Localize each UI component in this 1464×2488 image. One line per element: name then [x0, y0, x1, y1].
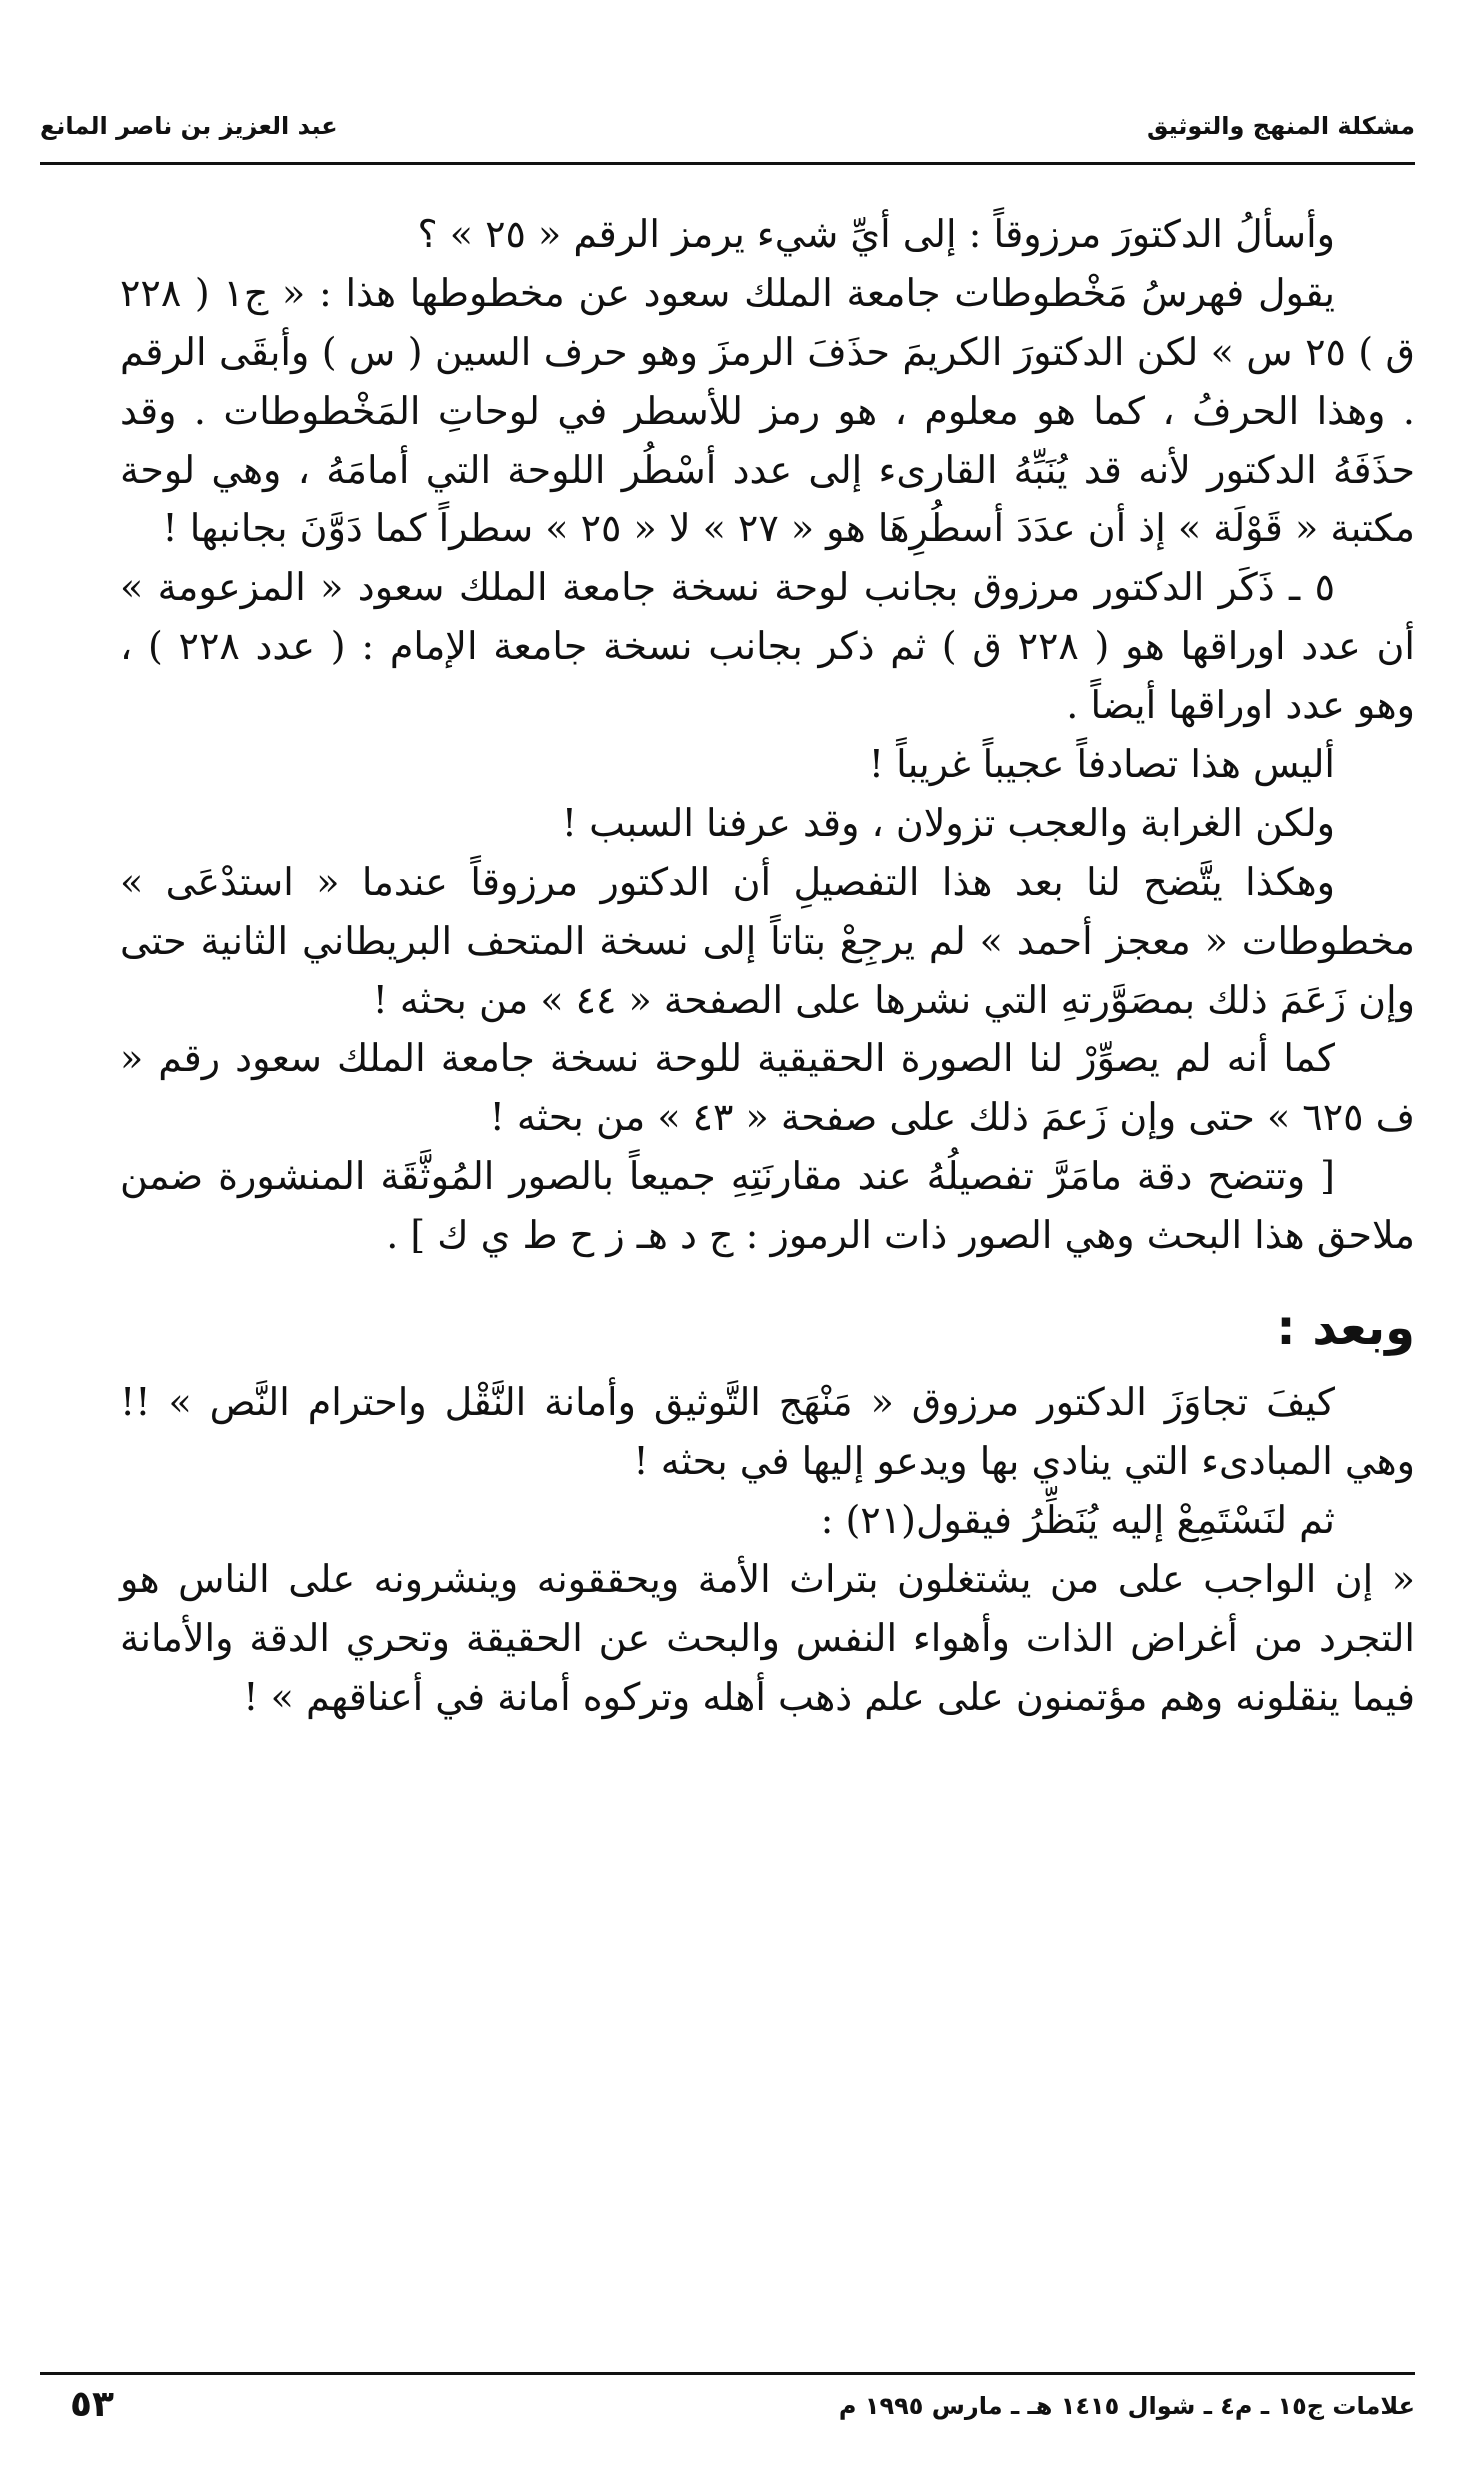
body-text: [120, 205, 1415, 1727]
header-rule: [40, 162, 1415, 165]
paragraph-king-saud: كما أنه لم يصوِّرْ لنا الصورة الحقيقية للوحة نسخة جامعة الملك سعود رقم « ف ٦٢٥ » حتى وإن زَعمَ ذلك على صفحة « ٤٣ » من بحثه !: [120, 1036, 1415, 1140]
paragraph-reason: ولكن الغرابة والعجب تزولان ، وقد عرفنا السبب !: [561, 800, 1335, 845]
paragraph-coincidence: أليس هذا تصادفاً عجيباً غريباً !: [868, 742, 1335, 787]
section-heading: وبعد :: [1276, 1300, 1415, 1357]
journal-citation: علامات ج١٥ ـ م٤ ـ شوال ١٤١٥ هـ ـ مارس ١٩٩٥ م: [838, 2392, 1415, 2420]
paragraph-british-museum: وهكذا يتَّضح لنا بعد هذا التفصيلِ أن الدكتور مرزوقاً عندما « استدْعَى » مخطوطات « معجز أحمد » لم يرجِعْ بتاتاً إلى نسخة المتحف البريطاني الثانية حتى وإن زَعَمَ ذلك بمصَوَّرتهِ التي نشرها على الصفحة « ٤٤ » من بحثه !: [120, 859, 1415, 1022]
paragraph-methodology: كيفَ تجاوَزَ الدكتور مرزوق « مَنْهَج التَّوثيق وأمانة النَّقْل واحترام النَّص » !! وهي المبادىء التي ينادي بها ويدعو إليها في بحثه !: [120, 1380, 1415, 1484]
paragraph-listen: ثم لنَسْتَمِعْ إليه يُنَظِّرُ فيقول(٢١) :: [820, 1498, 1335, 1543]
running-head-author: عبد العزيز بن ناصر المانع: [40, 112, 338, 140]
running-head-title: مشكلة المنهج والتوثيق: [1146, 112, 1415, 140]
paragraph-question: وأسألُ الدكتورَ مرزوقاً : إلى أيِّ شيء يرمز الرقم « ٢٥ » ؟: [417, 212, 1335, 256]
footer-rule: [40, 2372, 1415, 2375]
paragraph-quotation: « إن الواجب على من يشتغلون بتراث الأمة ويحققونه وينشرونه على الناس هو التجرد من أغراض الذات وأهواء النفس والبحث عن الحقيقة وتحري الدقة والأمانة فيما ينقلونه وهم مؤتمنون على علم ذهب أهله وتركوه أمانة في أعناقهم » !: [120, 1557, 1415, 1719]
paragraph-appendix-note: [ وتتضح دقة مامَرَّ تفصيلُهُ عند مقارنَتِهِ جميعاً بالصور المُوثَّقَة المنشورة ضمن ملاحق هذا البحث وهي الصور ذات الرموز : ج د هـ ز ح ط ي ك ] .: [120, 1154, 1415, 1258]
paragraph-catalog: يقول فهرسُ مَخْطوطات جامعة الملك سعود عن مخطوطها هذا : « ج١ ( ٢٢٨ ق ) ٢٥ س » لكن الدكتورَ الكريمَ حذَفَ الرمزَ وهو حرف السين ( س ) وأبقَى الرقم . وهذا الحرفُ ، كما هو معلوم ، هو رمز للأسطر في لوحاتِ المَخْطوطات . وقد حذَفَهُ الدكتور لأنه قد يُنَبِّهُ القارىء إلى عدد أسْطُر اللوحة التي أمامَهُ ، وهي لوحة مكتبة « قَوْلَة » إذ أن عدَدَ أسطُرِهَا هو « ٢٧ » لا « ٢٥ » سطراً كما دَوَّنَ بجانبها !: [120, 270, 1415, 551]
page-number: ٥٣: [70, 2384, 114, 2425]
page-footer: [40, 2384, 1415, 2444]
running-head: [40, 112, 1415, 156]
paragraph-point-5: ٥ ـ ذَكَر الدكتور مرزوق بجانب لوحة نسخة جامعة الملك سعود « المزعومة » أن عدد اوراقها هو ( ٢٢٨ ق ) ثم ذكر بجانب نسخة جامعة الإمام : ( عدد ٢٢٨ ) ، وهو عدد اوراقها أيضاً .: [120, 565, 1415, 728]
